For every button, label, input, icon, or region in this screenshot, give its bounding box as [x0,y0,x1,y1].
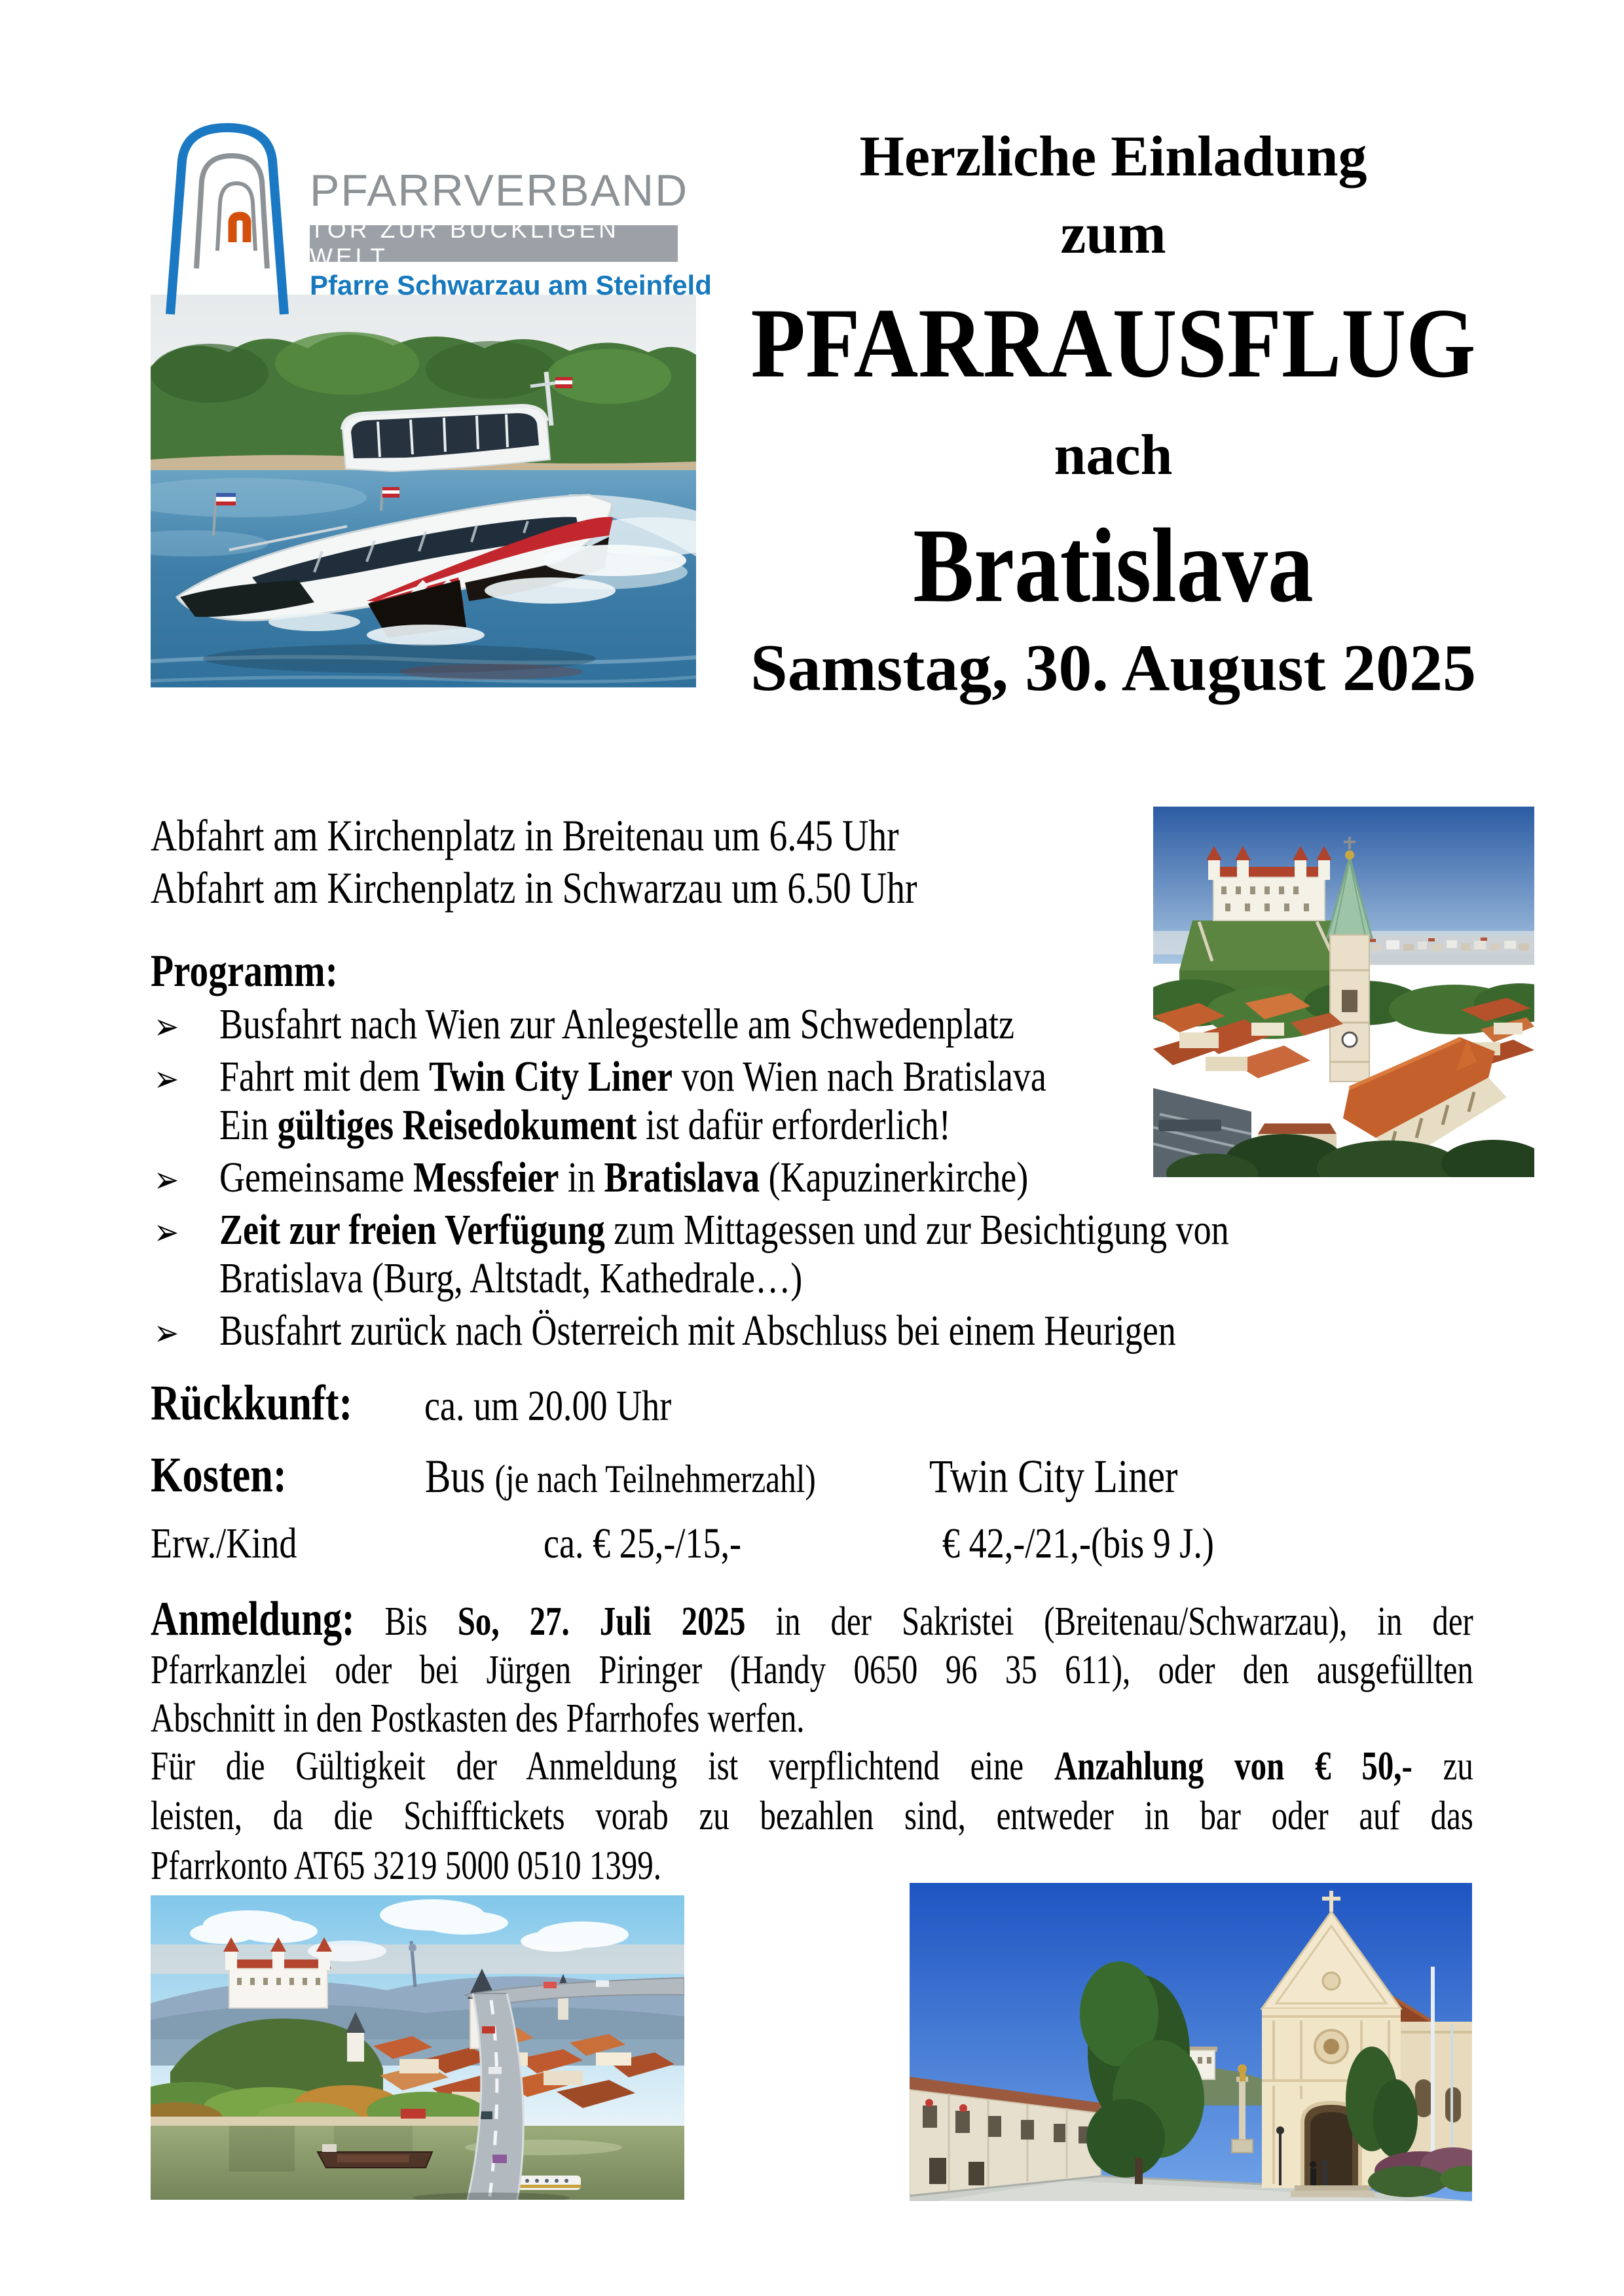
text-segment: von Wien nach Bratislava [672,1053,1046,1101]
text-segment: in der Sakristei (Breitenau/Schwarzau), in der [745,1599,1473,1644]
text-segment: in [559,1154,604,1201]
payment-line-3: Pfarrkonto AT65 3219 5000 0510 1399. [151,1844,661,1888]
logo-org-name: PFARRVERBAND [310,166,689,215]
program-item-5-text: Busfahrt zurück nach Österreich mit Abschluss bei einem Heurigen [219,1307,1176,1355]
bullet-arrow-icon: ➢ [153,1312,179,1355]
program-item-4-line-2: Bratislava (Burg, Altstadt, Kathedrale…) [219,1254,803,1302]
departure-line-2: Abfahrt am Kirchenplatz in Schwarzau um 6.50 Uhr [151,863,917,913]
photo-bratislava-aerial [1153,807,1534,1177]
bullet-arrow-icon: ➢ [153,1006,179,1048]
return-label: Rückkunft: [151,1376,353,1430]
return-value: ca. um 20.00 Uhr [424,1382,672,1430]
program-heading: Programm: [151,946,338,996]
text-segment-bold: gültiges Reisedokument [277,1101,637,1149]
text-segment-bold: Zeit zur freien Verfügung [219,1206,605,1254]
text-segment: Fahrt mit dem [219,1053,430,1101]
liner-price: € 42,-/21,-(bis 9 J.) [942,1520,1214,1567]
invitation-line1: Herzliche Einladung [859,125,1367,189]
bullet-arrow-icon: ➢ [153,1159,179,1201]
registration-line-3: Abschnitt in den Postkasten des Pfarrhofes werfen. [151,1696,805,1741]
twin-city-liner-photo-art [151,295,696,687]
registration-paragraph [151,1592,1473,1743]
text-segment: zum Mittagessen und zur Besichtigung von [604,1206,1229,1254]
registration-line-2: Pfarrkanzlei oder bei Jürgen Piringer (Handy 0650 96 35 611), oder den ausgefüllten [151,1648,1473,1692]
departure-info [151,809,1278,914]
logo-parish-name: Pfarre Schwarzau am Steinfeld [310,270,712,301]
program-item-5 [151,1307,1412,1355]
bratislava-aerial-photo-art [1153,807,1534,1177]
payment-line-2: leisten, da die Schifftickets vorab zu bezahlen sind, entweder in bar oder auf das [151,1794,1473,1838]
text-segment-bold: Messfeier [413,1154,559,1201]
photo-bratislava-panorama [151,1895,684,2200]
departure-line-1: Abfahrt am Kirchenplatz in Breitenau um 6.45 Uhr [151,811,899,860]
text-segment-bold: Bratislava [604,1154,760,1201]
registration-line-1 [151,1592,1473,1646]
costs-bus-column [425,1449,816,1504]
bullet-arrow-icon: ➢ [153,1211,179,1254]
bus-column-title: Bus [425,1450,495,1503]
payment-line-1 [151,1741,1473,1791]
program-item-1-text: Busfahrt nach Wien zur Anlegestelle am Schwedenplatz [219,1000,1015,1048]
text-segment-bold: So, 27. Juli 2025 [457,1599,746,1644]
bus-column-note: (je nach Teilnehmerzahl) [494,1457,816,1501]
costs-header-row [151,1447,1493,1512]
bratislava-panorama-photo-art [151,1895,684,2200]
bus-price: ca. € 25,-/15,- [544,1520,742,1567]
text-segment: Für die Gültigkeit der Anmeldung ist verpflichtend eine [151,1744,1054,1789]
registration-label: Anmeldung: [151,1592,355,1646]
event-title: PFARRAUSFLUG [750,288,1476,398]
program-item-4-line-1 [219,1206,1412,1254]
logo-banner: TOR ZUR BUCKLIGEN WELT [310,225,678,262]
price-row-label: Erw./Kind [151,1520,297,1567]
pfarrverband-gate-logo-icon [164,121,292,316]
destination-title: Bratislava [913,507,1314,625]
photo-kapuzinerkirche [910,1883,1472,2201]
costs-price-row [151,1519,1493,1584]
text-segment: ist dafür erforderlich! [637,1101,951,1149]
text-segment: (Kapuzinerkirche) [760,1154,1029,1201]
return-info-row [151,1375,1493,1440]
pfarrverband-logo-text [310,165,712,301]
kapuzinerkirche-photo-art [910,1883,1472,2201]
text-segment-bold: Twin City Liner [429,1053,673,1101]
event-date: Samstag, 30. August 2025 [750,631,1476,705]
costs-liner-column: Twin City Liner [929,1450,1178,1503]
text-segment: zu [1412,1744,1473,1789]
photo-twin-city-liner [151,295,696,687]
costs-label: Kosten: [151,1448,287,1503]
text-segment: Ein [219,1101,278,1149]
invitation-title-block [674,125,1552,705]
text-segment-bold: Anzahlung von € 50,- [1054,1744,1412,1789]
connector-word: nach [1054,424,1173,487]
program-item-4 [151,1206,1412,1303]
text-segment: Gemeinsame [219,1154,414,1201]
bullet-arrow-icon: ➢ [153,1058,179,1101]
text-segment: Bis [354,1599,458,1644]
payment-paragraph [151,1741,1473,1891]
invitation-line2: zum [1060,202,1166,266]
